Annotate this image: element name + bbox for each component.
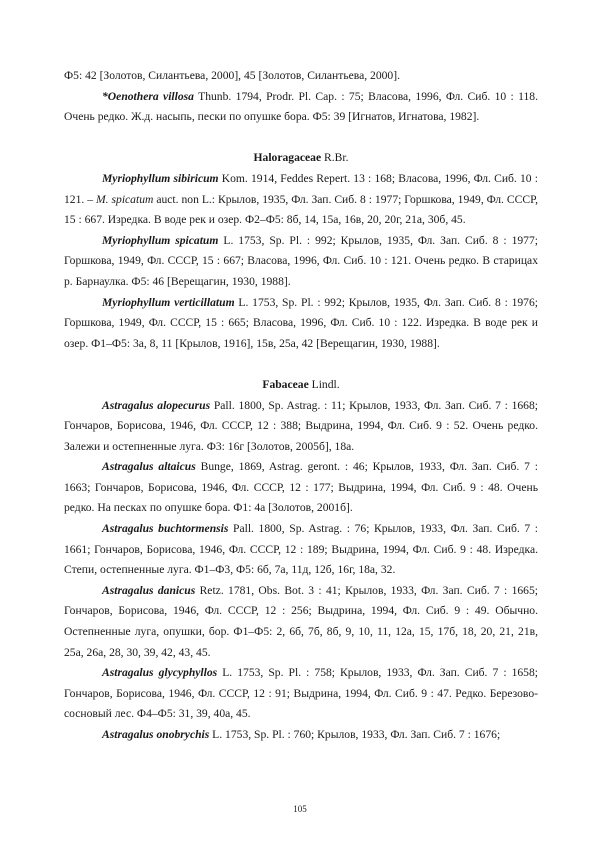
species-description: L. 1753, Sp. Pl. : 992; Крылов, 1935, Фл. Зап. Сиб. 8 : 1976; Горшкова, 1949, Фл. СССР, 15 : 665; Власова, 1996, Фл. Сиб. 10 : 122. Изредка. В воде рек и озер. Ф1–Ф5: 3а, 8, 11 [Крылов, 1916], 15в, 25а, 42 [Верещагин, 1930, 1988]. <box>64 295 538 350</box>
species-description: Retz. 1781, Obs. Bot. 3 : 41; Крылов, 1933, Фл. Зап. Сиб. 7 : 1665; Гончаров, Борисова, 1946, Фл. СССР, 12 : 256; Выдрина, 1994, Фл. Сиб. 9 : 49. Обычно. Остепненные луга, опушки, бор. Ф1–Ф5: 2, 6б, 7б, 8б, 9, 10, 11, 12а, 15, 17б, 18, 20, 21, 21в, 25а, 26а, 28, 30, 39, 42, 43, 45. <box>64 583 538 659</box>
species-name: Astragalus danicus <box>102 583 196 597</box>
entry-astragalus-danicus <box>64 581 538 663</box>
family-author: Lindl. <box>308 377 340 391</box>
species-description: auct. non L.: Крылов, 1935, Фл. Зап. Сиб. 8 : 1977; Горшкова, 1949, Фл. СССР, 15 : 667. Изредка. В воде рек и озер. Ф2–Ф5: 8б, 14, 15а, 16в, 20, 20г, 21а, 30б, 45. <box>64 192 538 227</box>
species-description: Pall. 1800, Sp. Astrag. : 11; Крылов, 1933, Фл. Зап. Сиб. 7 : 1668; Гончаров, Борисова, 1946, Фл. СССР, 12 : 388; Выдрина, 1994, Фл. Сиб. 9 : 52. Очень редко. Залежи и остепненные луга. Ф3: 16г [Золотов, 2005б], 18а. <box>64 398 538 453</box>
document-page <box>64 66 538 746</box>
entry-myriophyllum-spicatum <box>64 231 538 293</box>
continuation-text: Ф5: 42 [Золотов, Силантьева, 2000], 45 [Золотов, Силантьева, 2000]. <box>64 69 400 82</box>
species-name: Myriophyllum sibiricum <box>102 171 219 185</box>
species-description: L. 1753, Sp. Pl. : 992; Крылов, 1935, Фл. Зап. Сиб. 8 : 1977; Горшкова, 1949, Фл. СССР, 15 : 667; Власова, 1996, Фл. Сиб. 10 : 121. Очень редко. В старицах р. Барнаулка. Ф5: 46 [Верещагин, 1930, 1988]. <box>64 233 539 288</box>
species-name: Astragalus alopecurus <box>102 398 211 412</box>
entry-astragalus-altaicus <box>64 457 538 519</box>
entry-myriophyllum-verticillatum <box>64 293 538 355</box>
page-number: 105 <box>293 804 307 814</box>
species-name: Astragalus glycyphyllos <box>102 666 218 680</box>
entry-astragalus-glycyphyllos <box>64 663 538 725</box>
species-description: Thunb. 1794, Prodr. Pl. Cap. : 75; Власова, 1996, Фл. Сиб. 10 : 118. Очень редко. Ж.д. насыпь, пески по опушке бора. Ф5: 39 [Игнатов, Игнатова, 1982]. <box>64 89 538 124</box>
synonym-name: M. spicatum <box>96 192 154 206</box>
species-name: Myriophyllum spicatum <box>102 233 219 247</box>
entry-myriophyllum-sibiricum <box>64 169 538 231</box>
family-author: R.Br. <box>321 151 349 165</box>
entry-astragalus-alopecurus <box>64 396 538 458</box>
species-description: L. 1753, Sp. Pl. : 758; Крылов, 1933, Фл. Зап. Сиб. 7 : 1658; Гончаров, Борисова, 1946, Фл. СССР, 12 : 91; Выдрина, 1994, Фл. Сиб. 9 : 47. Редко. Березово-сосновый лес. Ф4–Ф5: 31, 39, 40а, 45. <box>64 666 538 721</box>
family-name: Haloragaceae <box>253 151 322 165</box>
species-name: Astragalus buchtormensis <box>102 522 229 536</box>
entry-oenothera-villosa <box>64 87 538 128</box>
species-name: Astragalus altaicus <box>102 460 196 474</box>
family-heading-haloragaceae <box>64 148 538 169</box>
species-name: Myriophyllum verticillatum <box>102 295 235 309</box>
family-heading-fabaceae <box>64 375 538 396</box>
species-description: L. 1753, Sp. Pl. : 760; Крылов, 1933, Фл. Зап. Сиб. 7 : 1676; <box>209 728 501 741</box>
species-name: *Oenothera villosa <box>102 89 194 103</box>
species-description: Pall. 1800, Sp. Astrag. : 76; Крылов, 1933, Фл. Зап. Сиб. 7 : 1661; Гончаров, Борисова, 1946, Фл. СССР, 12 : 189; Выдрина, 1994, Фл. Сиб. 9 : 48. Изредка. Степи, остепненные луга. Ф1–Ф3, Ф5: 6б, 7а, 11д, 12б, 16г, 18а, 32. <box>64 522 538 577</box>
family-name: Fabaceae <box>262 377 309 391</box>
species-name: Astragalus onobrychis <box>102 728 210 741</box>
entry-astragalus-onobrychis <box>64 725 538 746</box>
section-spacer <box>64 354 538 375</box>
entry-astragalus-buchtormensis <box>64 519 538 581</box>
section-spacer <box>64 128 538 149</box>
species-description: Kom. 1914, Feddes Repert. 13 : 168; Власова, 1996, Фл. Сиб. 10 : 121. – <box>64 171 538 206</box>
species-description: Bunge, 1869, Astrag. geront. : 46; Крылов, 1933, Фл. Зап. Сиб. 7 : 1663; Гончаров, Борисова, 1946, Фл. СССР, 12 : 177; Выдрина, 1994, Фл. Сиб. 9 : 48. Очень редко. На песках по опушке бора. Ф1: 4а [Золотов, 2001б]. <box>64 460 539 515</box>
